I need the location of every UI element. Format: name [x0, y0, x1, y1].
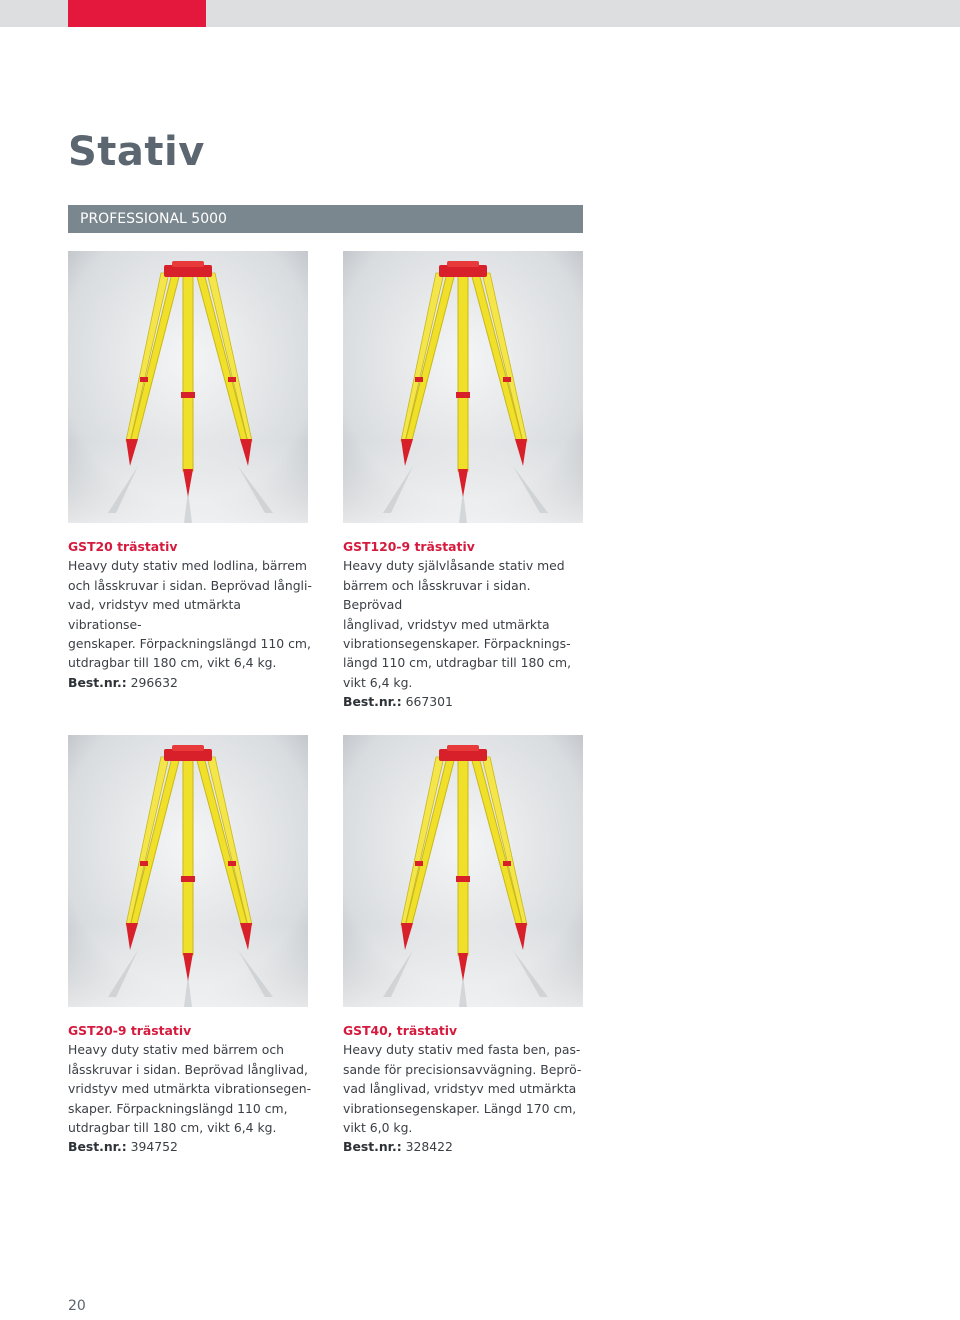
product-image-gst40 [343, 735, 583, 1007]
description-line: vikt 6,4 kg. [343, 674, 413, 690]
top-bar-accent [68, 0, 206, 27]
product-card-gst40 [343, 1021, 588, 1157]
product-description [343, 1040, 588, 1137]
tripod-image [68, 735, 308, 1007]
order-label: Best.nr.: [343, 1139, 402, 1155]
product-image-gst20 [68, 251, 308, 523]
product-name: GST20 trästativ [68, 539, 178, 554]
description-line: skaper. Förpackningslängd 110 cm, [68, 1100, 288, 1116]
order-number: 328422 [405, 1139, 453, 1155]
order-number-line [343, 1137, 588, 1156]
description-line: vad, vridstyv med utmärkta vibrationse- [68, 597, 241, 632]
description-line: utdragbar till 180 cm, vikt 6,4 kg. [68, 655, 277, 671]
description-line: vridstyv med utmärkta vibrationsegen- [68, 1081, 312, 1097]
description-line: vibrationsegenskaper. Längd 170 cm, [343, 1100, 577, 1116]
product-card-gst20-9 [68, 1021, 313, 1157]
product-image-gst20-9 [68, 735, 308, 1007]
product-card-gst120-9 [343, 537, 588, 712]
description-line: vad långlivad, vridstyv med utmärkta [343, 1081, 577, 1097]
description-line: vibrationsegenskaper. Förpacknings- [343, 636, 571, 652]
product-name: GST20-9 trästativ [68, 1023, 192, 1038]
product-name: GST40, trästativ [343, 1023, 458, 1038]
product-description [68, 1040, 313, 1137]
order-number-line [343, 692, 588, 711]
tripod-image [343, 251, 583, 523]
tripod-image [68, 251, 308, 523]
order-number: 394752 [130, 1139, 178, 1155]
description-line: låsskruvar i sidan. Beprövad långlivad, [68, 1061, 308, 1077]
description-line: utdragbar till 180 cm, vikt 6,4 kg. [68, 1120, 277, 1136]
description-line: långlivad, vridstyv med utmärkta [343, 616, 550, 632]
description-line: Heavy duty stativ med lodlina, bärrem [68, 558, 307, 574]
page-number: 20 [68, 1298, 86, 1314]
description-line: sande för precisionsavvägning. Beprö- [343, 1061, 582, 1077]
description-line: vikt 6,0 kg. [343, 1120, 413, 1136]
description-line: genskaper. Förpackningslängd 110 cm, [68, 636, 311, 652]
description-line: Heavy duty stativ med fasta ben, pas- [343, 1042, 581, 1058]
product-image-gst120-9 [343, 251, 583, 523]
order-number: 667301 [405, 694, 453, 710]
order-label: Best.nr.: [68, 1139, 127, 1155]
tripod-image [343, 735, 583, 1007]
description-line: bärrem och låsskruvar i sidan. Beprövad [343, 577, 531, 613]
order-label: Best.nr.: [68, 674, 127, 690]
description-line: Heavy duty stativ med bärrem och [68, 1042, 284, 1058]
product-card-gst20 [68, 537, 313, 692]
description-line: och låsskruvar i sidan. Beprövad långli- [68, 577, 312, 593]
order-number: 296632 [130, 674, 178, 690]
description-line: längd 110 cm, utdragbar till 180 cm, [343, 655, 572, 671]
order-number-line [68, 1137, 313, 1156]
product-description [68, 556, 313, 672]
section-header: PROFESSIONAL 5000 [68, 205, 583, 233]
product-description [343, 556, 588, 692]
order-label: Best.nr.: [343, 694, 402, 710]
description-line: Heavy duty självlåsande stativ med [343, 558, 565, 574]
order-number-line [68, 673, 313, 692]
product-name: GST120-9 trästativ [343, 539, 475, 554]
page-title: Stativ [68, 129, 205, 175]
